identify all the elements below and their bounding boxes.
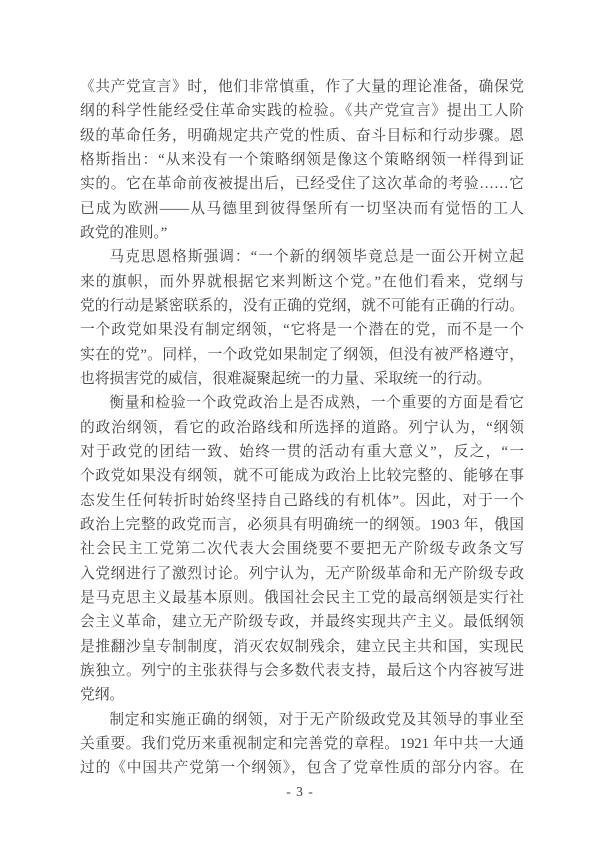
paragraph (80, 708, 524, 781)
text-line: 对于政党的团结一致、始终一贯的活动有重大意义”，反之，“一 (80, 443, 524, 460)
paragraph (80, 391, 524, 707)
text-line: 党纲。 (80, 687, 125, 704)
text-line: 过的《中国共产党第一个纲领》，包含了党章性质的部分内容。在 (80, 760, 524, 777)
text-line: 入党纲进行了激烈讨论。列宁认为，无产阶级革命和无产阶级专政 (80, 565, 524, 582)
text-line: 党的行动是紧密联系的，没有正确的党纲，就不可能有正确的行动。 (80, 297, 524, 314)
text-line: 实在的党”。同样，一个政党如果制定了纲领，但没有被严格遵守， (80, 346, 524, 363)
text-line: 制定和实施正确的纲领，对于无产阶级政党及其领导的事业至 (109, 711, 524, 728)
text-line: 个政党如果没有纲领，就不可能成为政治上比较完整的、能够在事 (80, 468, 524, 485)
text-line: 政治上完整的政党而言，必须具有明确统一的纲领。1903 年，俄国 (80, 516, 524, 533)
text-line: 一个政党如果没有制定纲领，“它将是一个潜在的党，而不是一个 (80, 322, 524, 339)
paragraph (80, 75, 524, 245)
text-line: 纲的科学性能经受住革命实践的检验。《共产党宣言》提出工人阶 (80, 103, 524, 120)
text-line: 来的旗帜，而外界就根据它来判断这个党。”在他们看来，党纲与 (80, 273, 524, 290)
text-line: 是推翻沙皇专制制度，消灭农奴制残余，建立民主共和国，实现民 (80, 638, 524, 655)
text-line: 政党的准则。” (80, 224, 168, 241)
text-line: 族独立。列宁的主张获得与会多数代表支持，最后这个内容被写进 (80, 662, 524, 679)
text-line: 态发生任何转折时始终坚持自己路线的有机体”。因此，对于一个 (80, 492, 524, 509)
text-line: 会主义革命，建立无产阶级专政，并最终实现共产主义。最低纲领 (80, 614, 524, 631)
text-line: 已成为欧洲——从马德里到彼得堡所有一切坚决而有觉悟的工人 (80, 200, 524, 217)
text-line: 是马克思主义最基本原则。俄国社会民主工党的最高纲领是实行社 (80, 589, 524, 606)
page-number: - 3 - (286, 784, 314, 799)
text-line: 马克思恩格斯强调：“一个新的纲领毕竟总是一面公开树立起 (109, 249, 524, 266)
text-line: 衡量和检验一个政党政治上是否成熟，一个重要的方面是看它 (109, 395, 524, 412)
text-line: 的政治纲领，看它的政治路线和所选择的道路。列宁认为，“纲领 (80, 419, 524, 436)
text-line: 也将损害党的威信，很难凝聚起统一的力量、采取统一的行动。 (80, 370, 492, 387)
text-line: 关重要。我们党历来重视制定和完善党的章程。1921 年中共一大通 (80, 735, 524, 752)
paragraph (80, 245, 524, 391)
document-text (80, 75, 524, 781)
text-line: 格斯指出：“从来没有一个策略纲领是像这个策略纲领一样得到证 (80, 151, 524, 168)
text-line: 实的。它在革命前夜被提出后，已经受住了这次革命的考验……它 (80, 176, 524, 193)
text-line: 《共产党宣言》时，他们非常慎重，作了大量的理论准备，确保党 (80, 79, 524, 95)
text-line: 级的革命任务，明确规定共产党的性质、奋斗目标和行动步骤。恩 (80, 127, 524, 144)
text-line: 社会民主工党第二次代表大会围绕要不要把无产阶级专政条文写 (80, 541, 524, 558)
